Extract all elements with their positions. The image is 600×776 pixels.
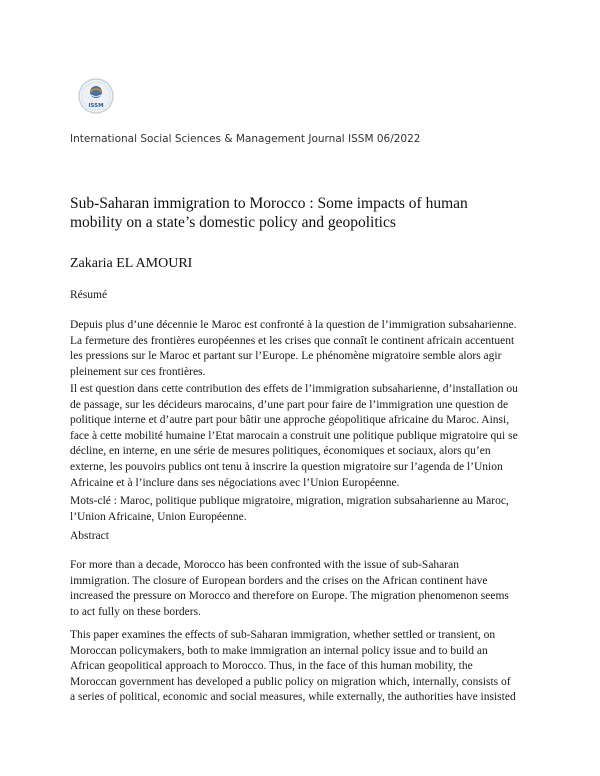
text-line: to act fully on these borders. [70, 605, 201, 618]
resume-heading: Résumé [70, 289, 108, 301]
issm-logo-icon [78, 78, 114, 114]
title-line: Sub-Saharan immigration to Morocco : Some impacts of human [70, 195, 468, 212]
text-line: face à cette mobilité humaine l’Etat marocain a construit une politique publique migratoire qui se [70, 429, 518, 442]
text-line: externe, les pouvoirs publics ont tenu à inscrire la question migratoire sur l’agenda de l’Union [70, 460, 503, 473]
text-line: This paper examines the effects of sub-Saharan immigration, whether settled or transient, on [70, 629, 496, 641]
text-line: politique interne et d’autre part pour bâtir une approche géopolitique africaine du Maroc. Ainsi, [70, 414, 510, 427]
resume-keywords [70, 494, 540, 525]
text-line: les pressions sur le Maroc et partant sur l’Europe. Le phénomène migratoire semble alors agir [70, 350, 502, 363]
text-line: immigration. The closure of European borders and the crises on the African continent have [70, 574, 488, 587]
text-line: l’Union Africaine, Union Européenne. [70, 510, 247, 523]
text-line: African geopolitical approach to Morocco. Thus, in the face of this human mobility, the [70, 660, 473, 673]
abstract-paragraph-1 [70, 558, 540, 620]
title-line: mobility on a state’s domestic policy and geopolitics [70, 214, 396, 231]
author-name: Zakaria EL AMOURI [70, 256, 193, 271]
text-line: Mots-clé : Maroc, politique publique migratoire, migration, migration subsaharienne au Maroc, [70, 495, 509, 507]
resume-paragraph-1 [70, 318, 540, 380]
text-line: a series of political, economic and social measures, while externally, the authorities have insisted [70, 691, 516, 704]
text-line: pleinement sur ces frontières. [70, 365, 206, 378]
text-line: de passage, sur les décideurs marocains, d’une part pour faire de l’immigration une question de [70, 398, 509, 411]
article-title [70, 194, 540, 232]
text-line: For more than a decade, Morocco has been confronted with the issue of sub-Saharan [70, 559, 459, 571]
text-line: La fermeture des frontières européennes et les crises que connaît le continent africain accentuent [70, 334, 515, 347]
journal-line: International Social Sciences & Management Journal ISSM 06/2022 [70, 133, 421, 145]
text-line: Moroccan policymakers, both to make immigration an internal policy issue and to build an [70, 644, 488, 657]
logo-text: ISSM [88, 103, 104, 109]
text-line: Depuis plus d’une décennie le Maroc est confronté à la question de l’immigration subsaharienne. [70, 319, 517, 331]
text-line: increased the pressure on Morocco and therefore on Europe. The migration phenomenon seems [70, 590, 509, 603]
text-line: Moroccan government has developed a public policy on migration which, internally, consists of [70, 675, 511, 688]
resume-paragraph-2 [70, 382, 540, 491]
text-line: Africaine et à l’inclure dans ses négociations avec l’Union Européenne. [70, 476, 400, 489]
abstract-heading: Abstract [70, 530, 109, 542]
text-line: Il est question dans cette contribution des effets de l’immigration subsaharienne, d’installation ou [70, 383, 518, 395]
abstract-paragraph-2 [70, 628, 540, 706]
text-line: décline, en interne, en une série de mesures politiques, économiques et sociaux, alors qu’en [70, 445, 491, 458]
